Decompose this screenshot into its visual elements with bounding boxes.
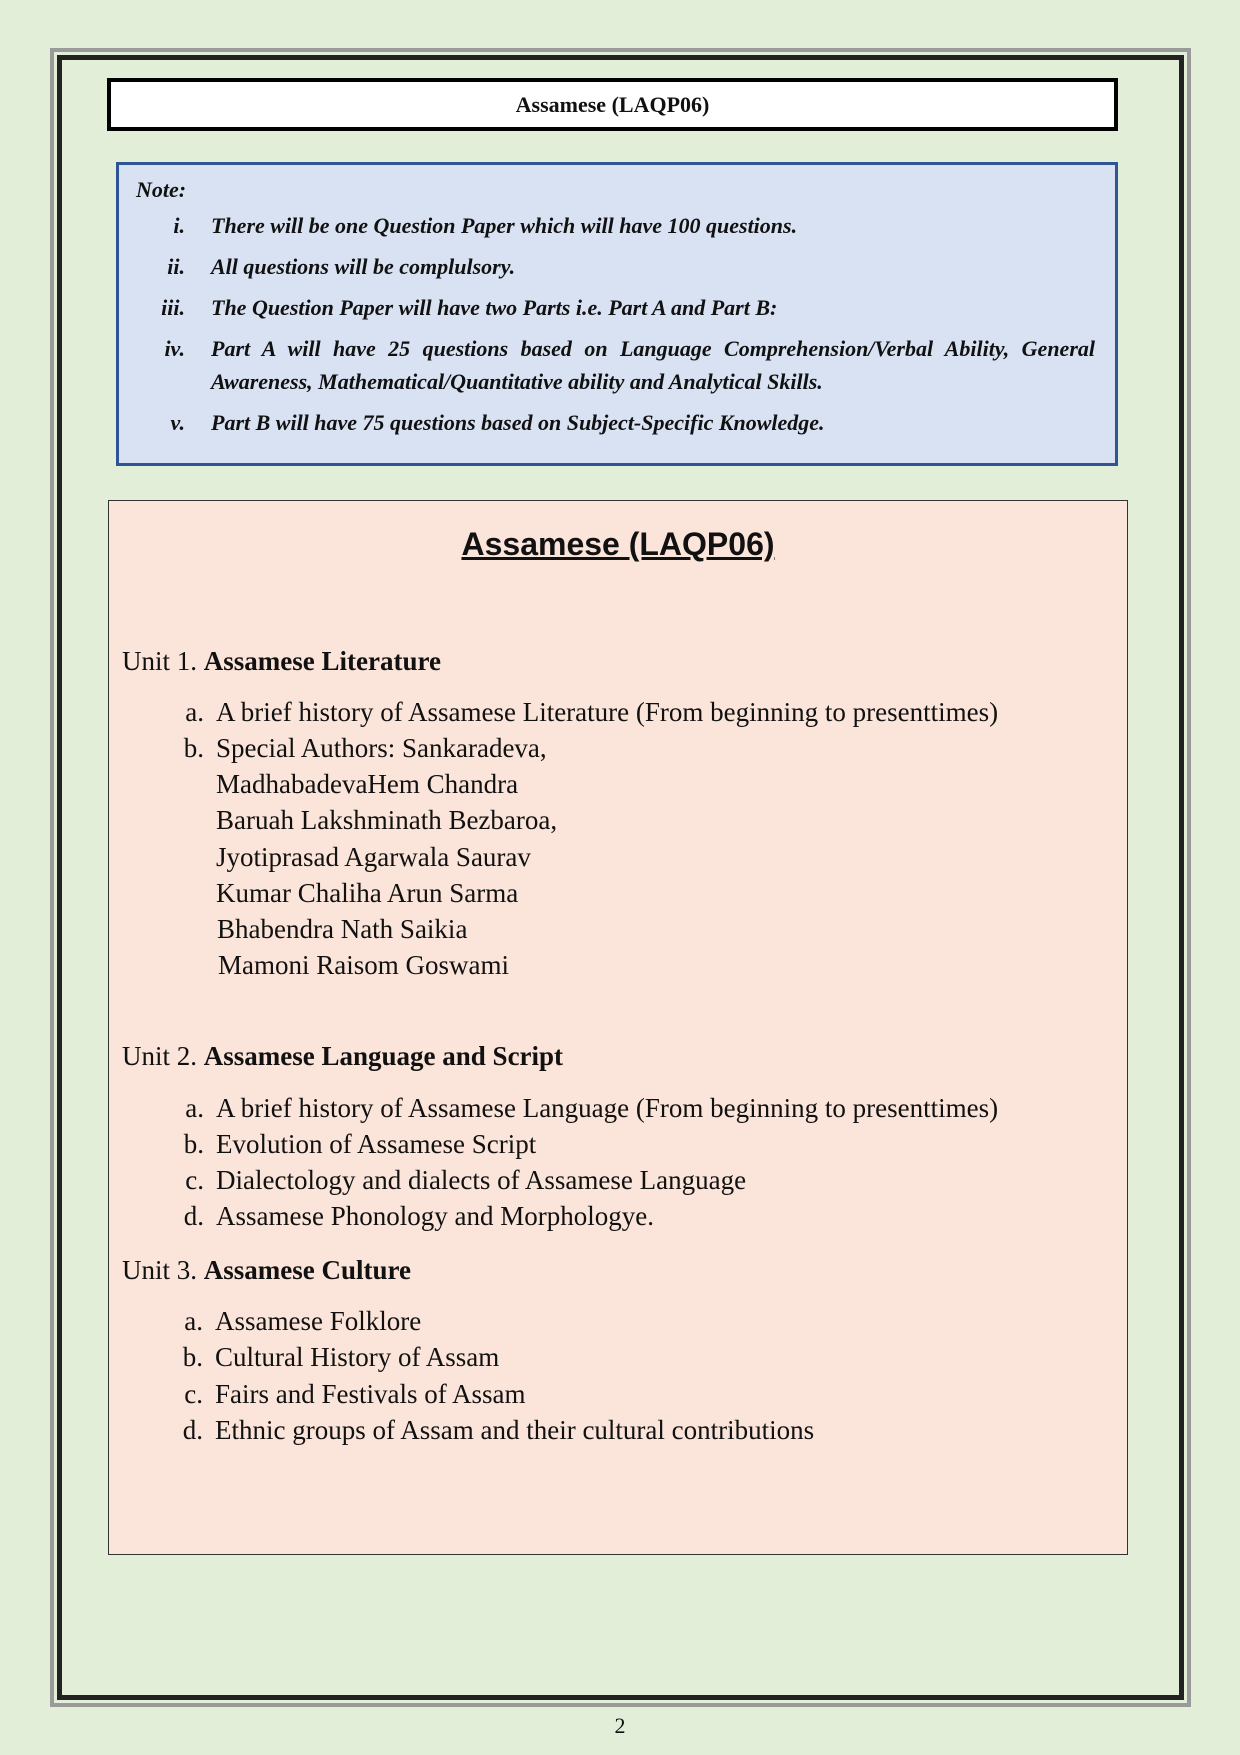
note-text: There will be one Question Paper which will have 100 questions. [211,213,798,238]
note-text: The Question Paper will have two Parts i.e. Part A and Part B: [211,295,778,320]
note-number: ii. [167,254,185,279]
note-number: v. [170,410,185,435]
item-text: Assamese Folklore [215,1306,422,1336]
author-line: Bhabendra Nath Saikia [217,914,468,944]
item-text: Ethnic groups of Assam and their cultural contributions [215,1415,815,1445]
item-letter: a. [184,1306,203,1336]
syllabus-title: Assamese (LAQP06) [461,526,775,562]
author-line: MadhabadevaHem Chandra [216,769,519,799]
item-text: Evolution of Assamese Script [216,1129,537,1159]
unit-title: Assamese Language and Script [203,1041,564,1071]
item-letter: b. [183,733,204,763]
item-text: A brief history of Assamese Language (From beginning to presenttimes) [216,1093,999,1123]
item-letter: b. [183,1129,204,1159]
note-number: i. [173,213,185,238]
item-letter: b. [182,1342,203,1372]
item-letter: c. [184,1379,203,1409]
item-text: A brief history of Assamese Literature (From beginning to presenttimes) [216,697,999,727]
author-line: Baruah Lakshminath Bezbaroa, [216,805,558,835]
unit-prefix: Unit 3. [122,1255,198,1285]
note-number: iii. [161,295,185,320]
unit-heading [122,1041,563,1072]
item-letter: a. [185,1093,204,1123]
unit-title: Assamese Culture [203,1255,411,1285]
item-text: Assamese Phonology and Morphologye. [216,1201,654,1231]
author-line: Kumar Chaliha Arun Sarma [216,878,519,908]
item-text: Cultural History of Assam [215,1342,500,1372]
note-text: All questions will be complulsory. [211,254,516,279]
note-box [116,162,1118,466]
author-line: Jyotiprasad Agarwala Saurav [216,842,531,872]
author-line: Mamoni Raisom Goswami [218,950,509,980]
unit-prefix: Unit 2. [122,1041,198,1071]
note-text: Part B will have 75 questions based on Subject-Specific Knowledge. [211,410,825,435]
note-number: iv. [164,336,185,361]
header-title: Assamese (LAQP06) [107,78,1118,131]
unit-heading [122,646,441,677]
item-letter: d. [183,1201,204,1231]
item-text: Dialectology and dialects of Assamese Language [216,1165,747,1195]
unit-title: Assamese Literature [203,646,441,676]
note-text: Part A will have 25 questions based on Language Comprehension/Verbal Ability, General Awareness, Mathematical/Quantitative ability and Analytical Skills. [211,336,1095,394]
page-number: 2 [614,1713,626,1738]
note-label: Note: [136,177,187,202]
unit-heading [122,1255,411,1286]
item-text: Fairs and Festivals of Assam [215,1379,526,1409]
item-text: Special Authors: Sankaradeva, [216,733,547,763]
item-letter: d. [182,1415,203,1445]
item-letter: a. [185,697,204,727]
item-letter: c. [185,1165,204,1195]
unit-prefix: Unit 1. [122,646,198,676]
syllabus-box [108,500,1128,1555]
